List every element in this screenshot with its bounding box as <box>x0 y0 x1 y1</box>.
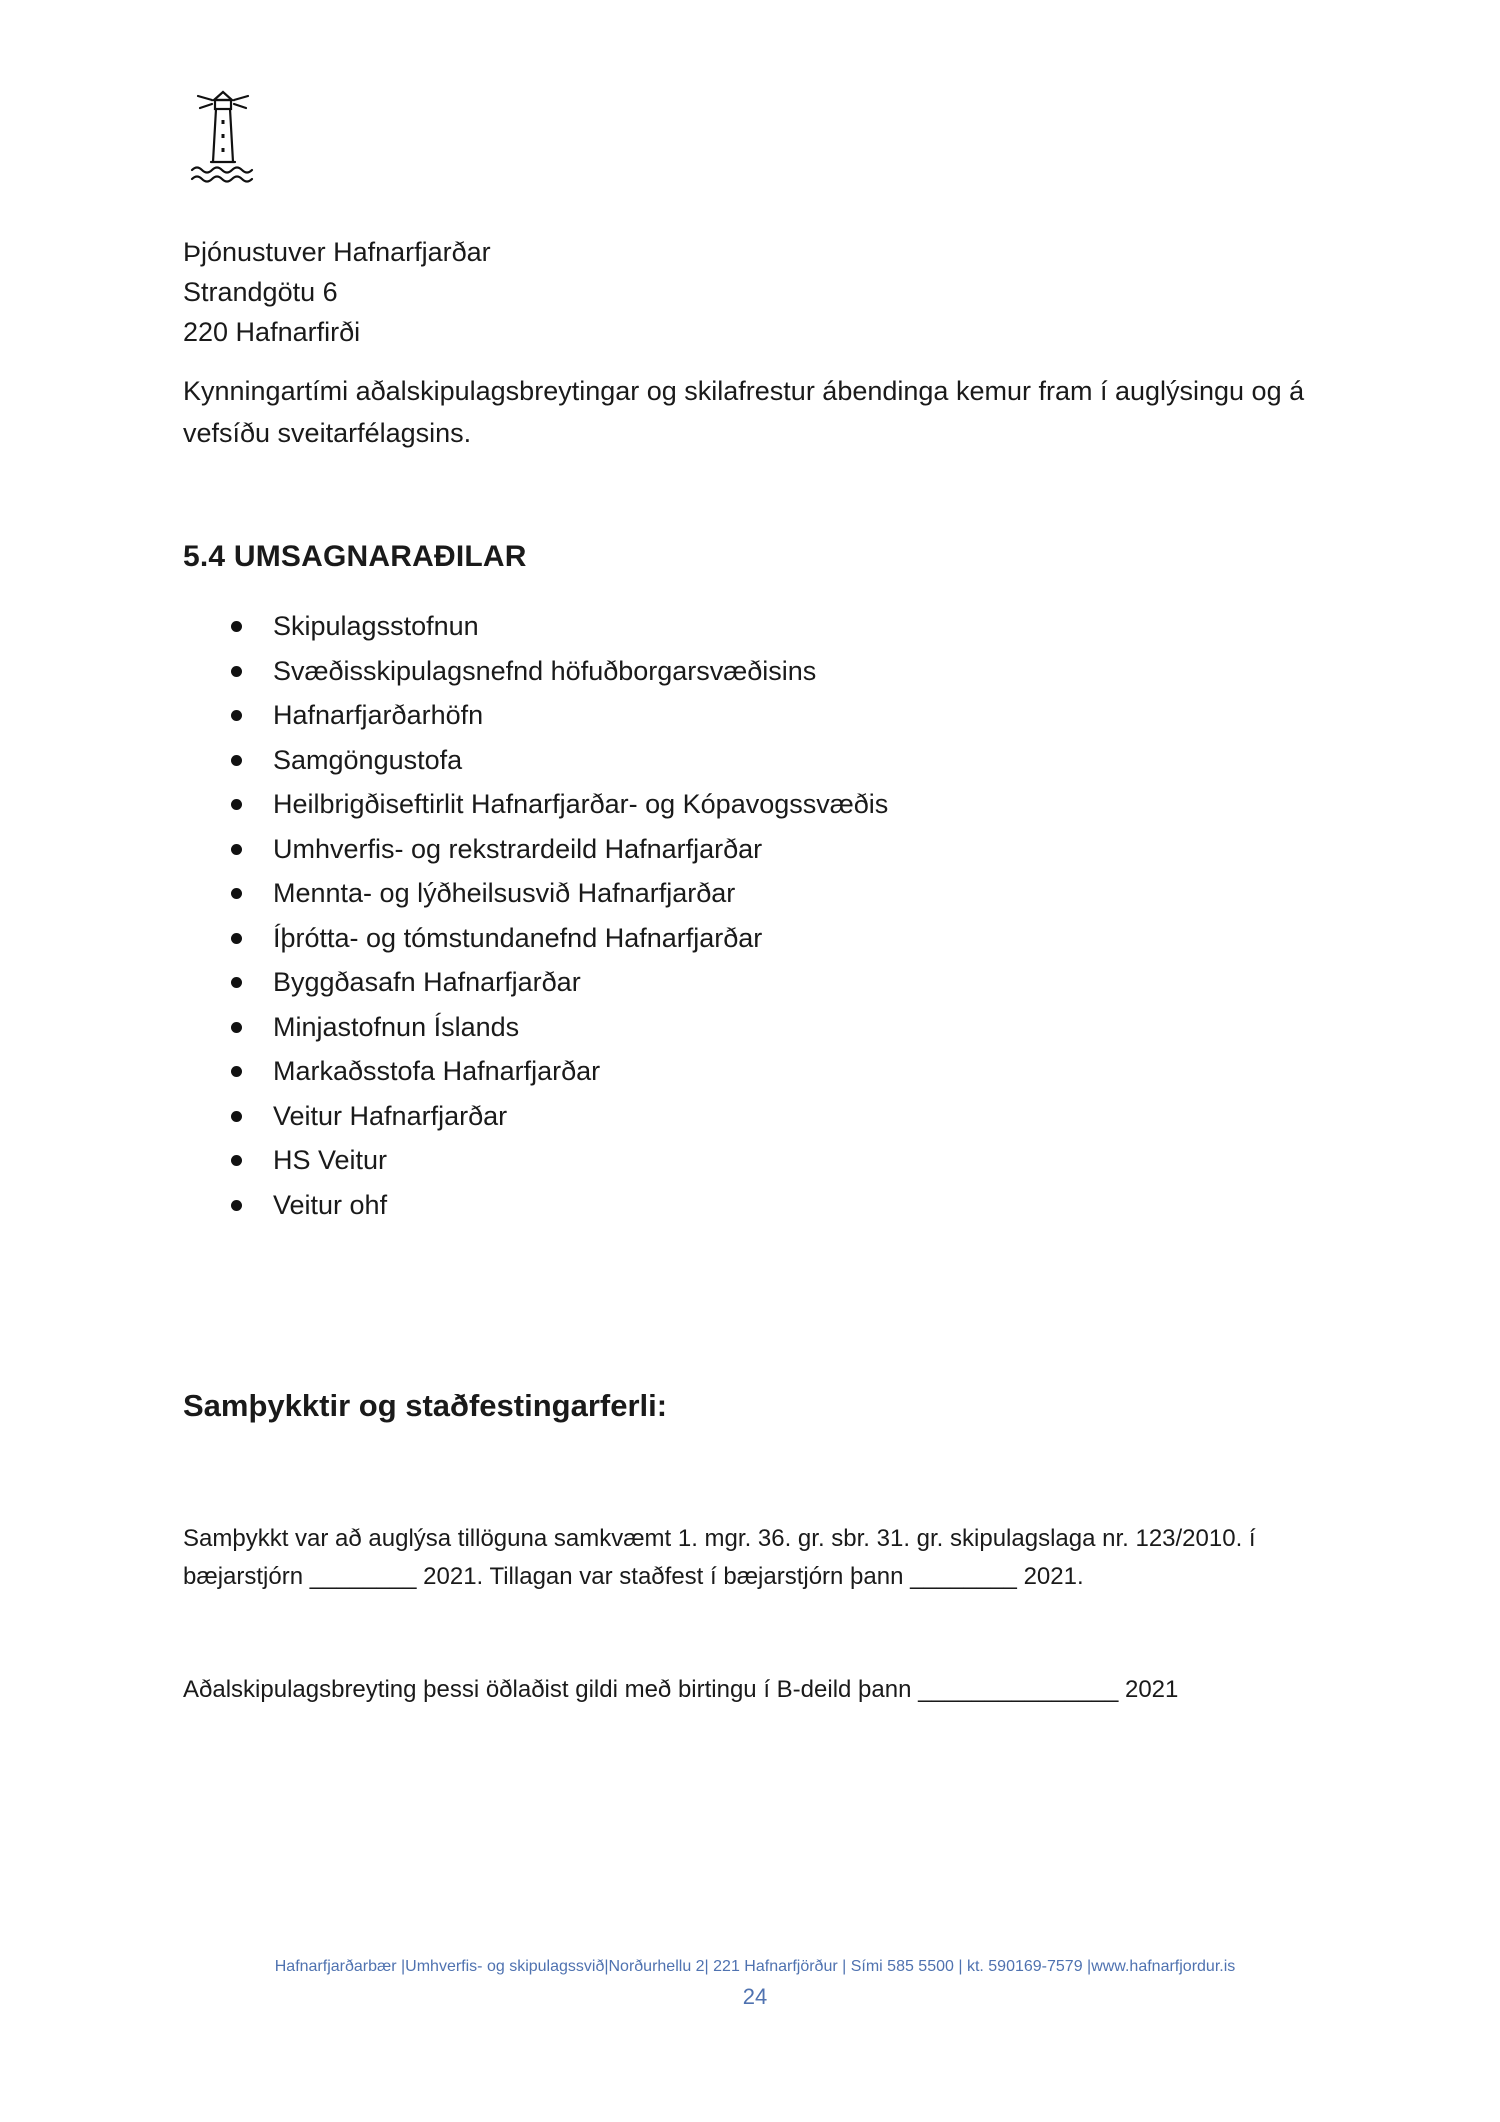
list-item <box>228 960 888 1005</box>
bullet-icon <box>231 799 242 810</box>
list-item <box>228 1094 888 1139</box>
intro-paragraph: Kynningartími aðalskipulagsbreytingar og skilafrestur ábendinga kemur fram í auglýsingu og á vefsíðu sveitarfélagsins. <box>183 376 1305 448</box>
approval-paragraph: Samþykkt var að auglýsa tillöguna samkvæmt 1. mgr. 36. gr. sbr. 31. gr. skipulagslaga nr. 123/2010. í bæjarstjórn ________ 2021. Tillagan var staðfest í bæjarstjórn þann ________ 2021. <box>183 1525 1256 1590</box>
bullet-icon <box>231 933 242 944</box>
list-item-text: Hafnarfjarðarhöfn <box>273 700 484 730</box>
bullet-icon <box>231 1155 242 1166</box>
approval-heading: Samþykktir og staðfestingarferli: <box>183 1388 668 1423</box>
bullet-icon <box>231 1066 242 1077</box>
list-item-text: Íþrótta- og tómstundanefnd Hafnarfjarðar <box>273 922 763 953</box>
list-item <box>228 1005 888 1050</box>
address-line-street: Strandgötu 6 <box>183 277 338 307</box>
page-number: 24 <box>742 1984 768 2009</box>
address-block <box>183 232 491 352</box>
bullet-icon <box>231 977 242 988</box>
list-item-text: Byggðasafn Hafnarfjarðar <box>273 967 581 997</box>
list-item <box>228 693 888 738</box>
bullet-icon <box>231 621 242 632</box>
page-footer: Hafnarfjarðarbær |Umhverfis- og skipulagssvið|Norðurhellu 2| 221 Hafnarfjörður | Sími 585 5500 | kt. 590169-7579 |www.hafnarfjordur.is <box>274 1958 1236 1975</box>
list-item <box>228 1049 888 1094</box>
list-item <box>228 916 888 961</box>
bullet-icon <box>231 755 242 766</box>
list-item-text: Svæðisskipulagsnefnd höfuðborgarsvæðisins <box>273 655 817 686</box>
list-item-text: Skipulagsstofnun <box>273 611 479 641</box>
list-item-text: Umhverfis- og rekstrardeild Hafnarfjarðar <box>273 833 763 864</box>
bullet-icon <box>231 1200 242 1211</box>
list-item-text: Minjastofnun Íslands <box>273 1011 520 1042</box>
list-item-text: Mennta- og lýðheilsusvið Hafnarfjarðar <box>273 878 736 908</box>
list-item <box>228 827 888 872</box>
list-item <box>228 604 888 649</box>
list-item <box>228 738 888 783</box>
lighthouse-icon <box>190 88 256 188</box>
list-item-text: Samgöngustofa <box>273 744 463 775</box>
list-item <box>228 1138 888 1183</box>
list-item-text: Veitur Hafnarfjarðar <box>273 1100 508 1131</box>
list-item <box>228 649 888 694</box>
bullet-icon <box>231 666 242 677</box>
list-item-text: Markaðsstofa Hafnarfjarðar <box>273 1056 601 1086</box>
list-item-text: HS Veitur <box>273 1145 388 1175</box>
reviewers-list <box>228 604 888 1227</box>
list-item <box>228 1183 888 1228</box>
list-item <box>228 871 888 916</box>
list-item-text: Heilbrigðiseftirlit Hafnarfjarðar- og Kópavogssvæðis <box>273 789 889 819</box>
address-line-office: Þjónustuver Hafnarfjarðar <box>183 237 491 267</box>
bullet-icon <box>231 888 242 899</box>
bullet-icon <box>231 710 242 721</box>
list-item <box>228 782 888 827</box>
bullet-icon <box>231 1111 242 1122</box>
section-heading: 5.4 UMSAGNARAÐILAR <box>183 540 527 573</box>
publish-paragraph: Aðalskipulagsbreyting þessi öðlaðist gildi með birtingu í B-deild þann _______________ 2021 <box>183 1676 1179 1703</box>
list-item-text: Veitur ohf <box>273 1189 388 1220</box>
address-line-postal: 220 Hafnarfirði <box>183 317 361 347</box>
bullet-icon <box>231 844 242 855</box>
bullet-icon <box>231 1022 242 1033</box>
